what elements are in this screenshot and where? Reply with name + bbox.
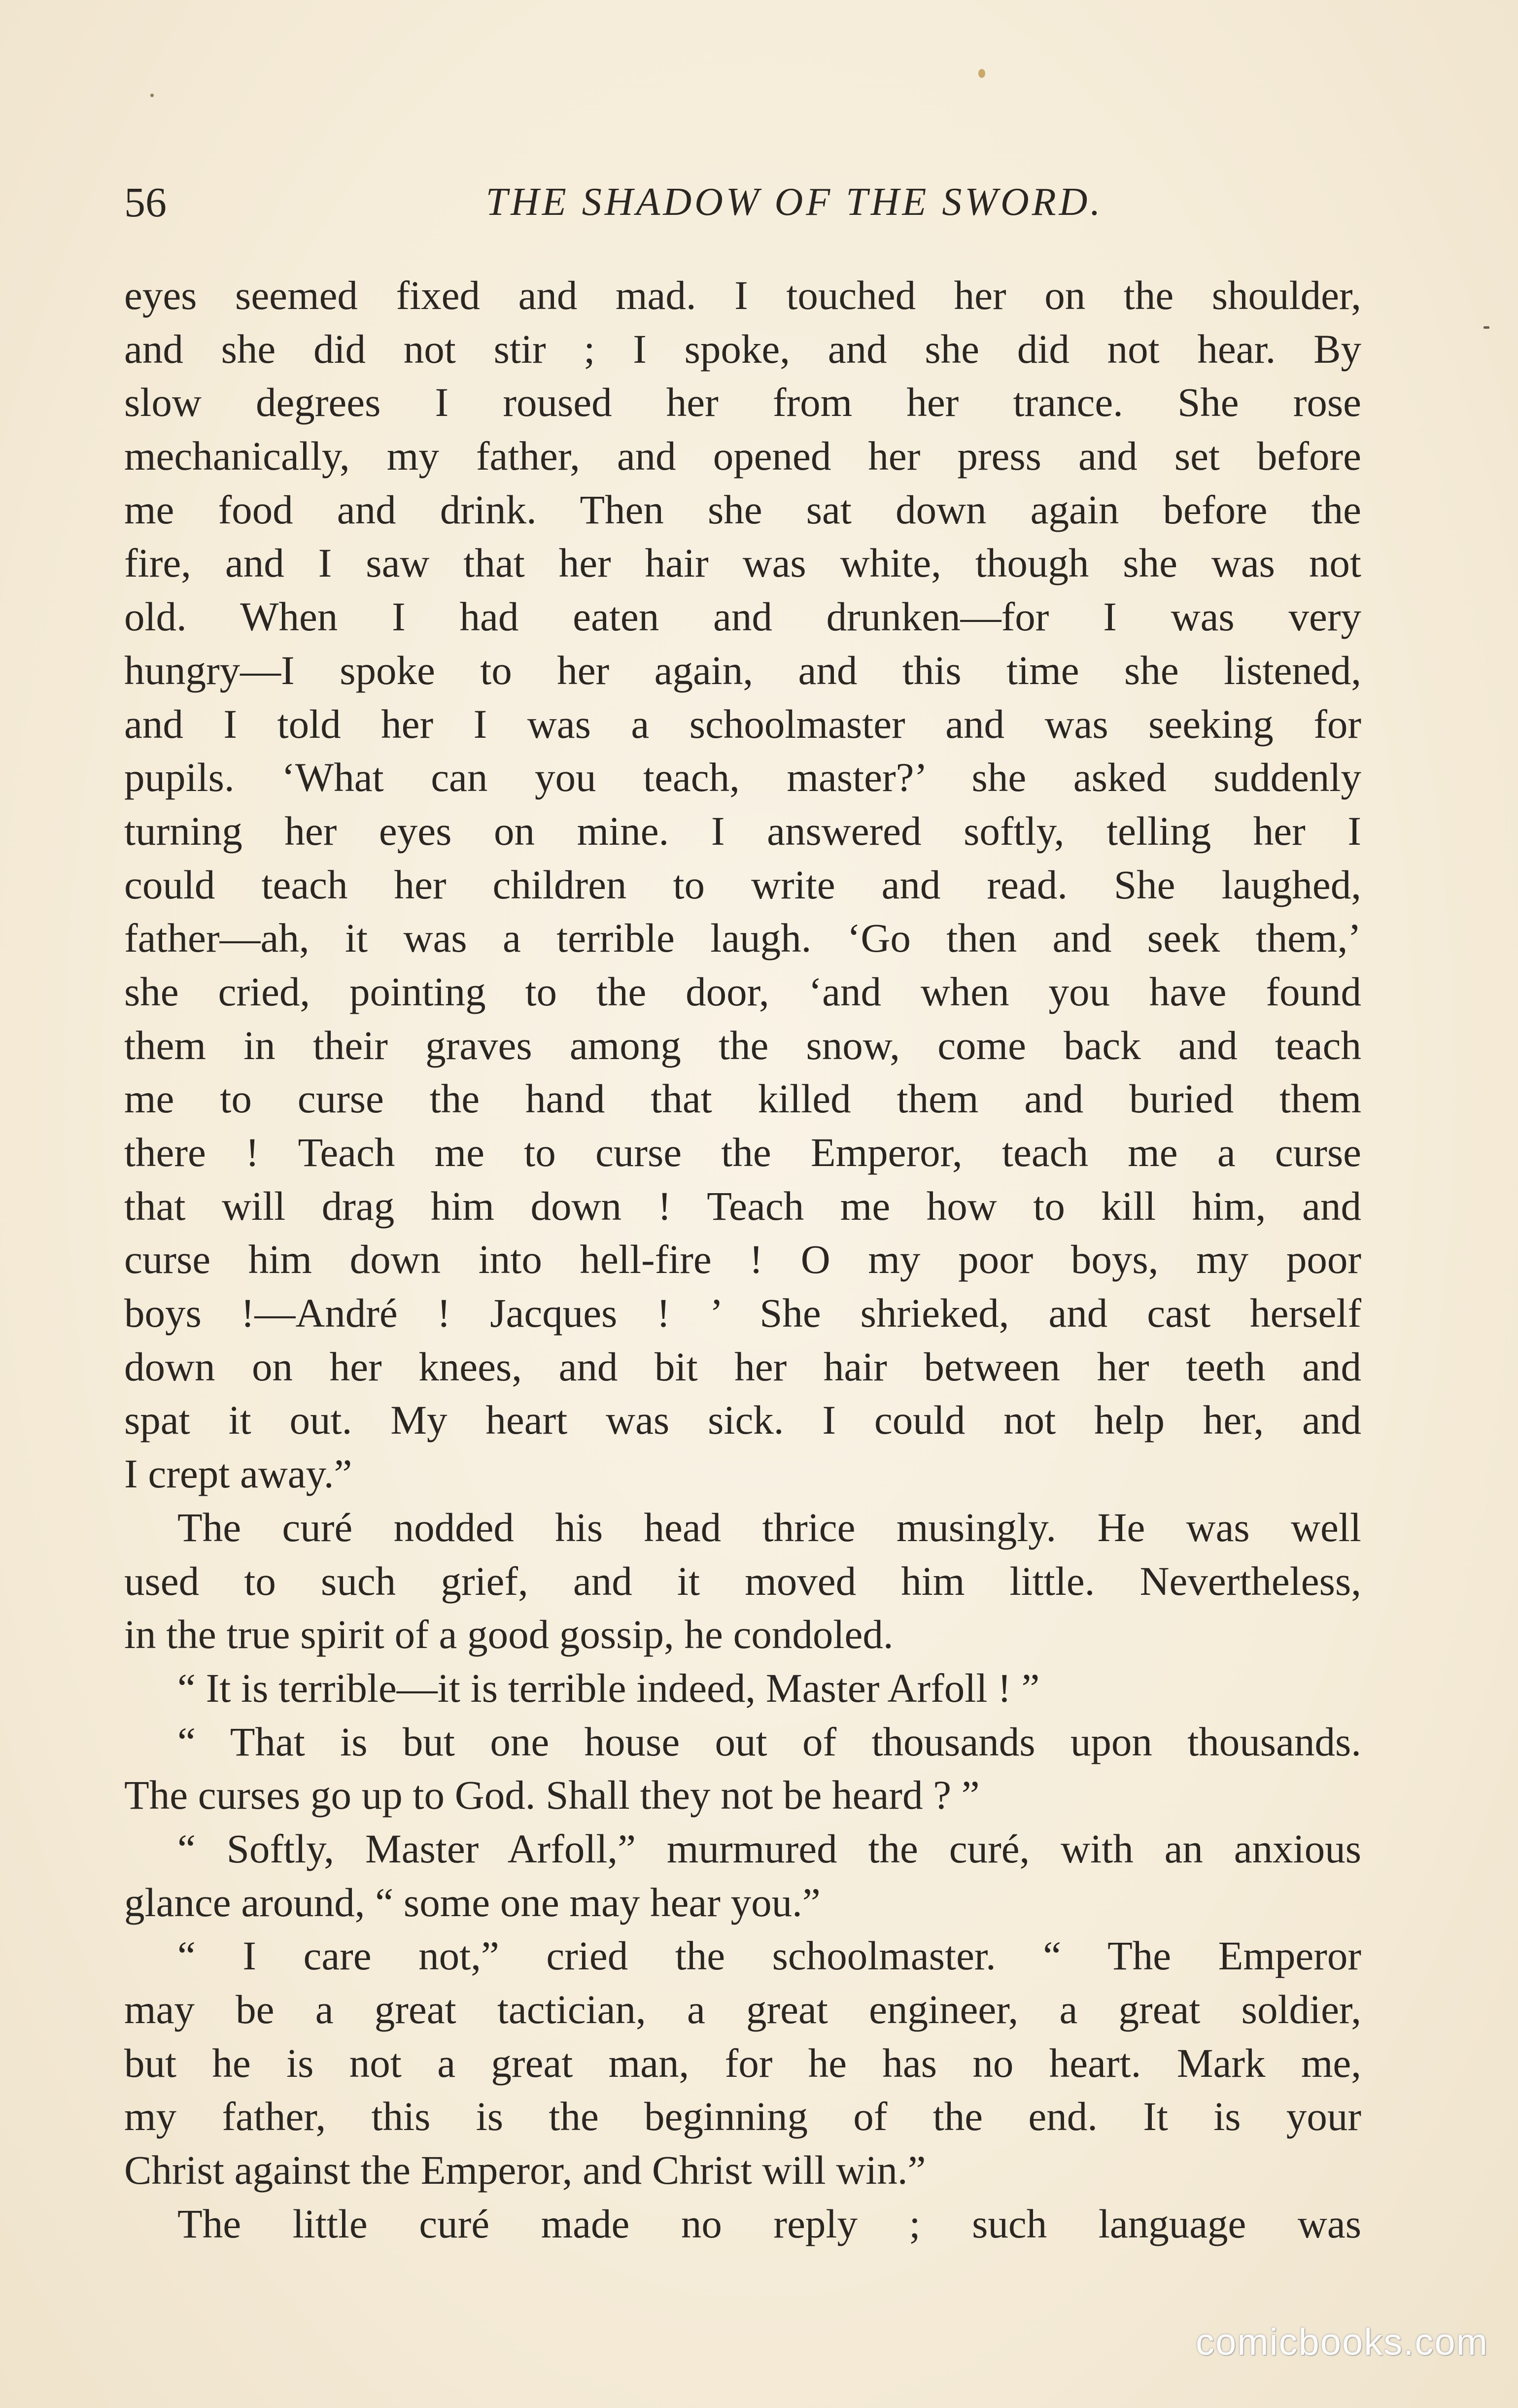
text-line: and I told her I was a schoolmaster and was seeking for bbox=[124, 701, 1361, 747]
running-head bbox=[124, 172, 1360, 232]
text-line: she cried, pointing to the door, ‘and when you have found bbox=[124, 968, 1361, 1014]
text-line: The curé nodded his head thrice musingly. He was well bbox=[177, 1504, 1361, 1550]
text-line: turning her eyes on mine. I answered softly, telling her I bbox=[124, 808, 1361, 854]
text-line: that will drag him down ! Teach me how to kill him, and bbox=[124, 1183, 1361, 1229]
text-line: The little curé made no reply ; such language was bbox=[177, 2201, 1361, 2246]
text-line: slow degrees I roused her from her trance. She rose bbox=[124, 379, 1361, 425]
text-line: The curses go up to God. Shall they not be heard ? ” bbox=[124, 1772, 980, 1818]
text-line: but he is not a great man, for he has no heart. Mark me, bbox=[124, 2040, 1361, 2086]
text-line: my father, this is the beginning of the end. It is your bbox=[124, 2094, 1361, 2139]
text-line: down on her knees, and bit her hair between her teeth and bbox=[124, 1343, 1361, 1389]
text-line: boys !—André ! Jacques ! ’ She shrieked, and cast herself bbox=[124, 1290, 1361, 1336]
text-line: “ It is terrible—it is terrible indeed, Master Arfoll ! ” bbox=[177, 1665, 1040, 1711]
paper-speck bbox=[978, 69, 985, 78]
text-line: there ! Teach me to curse the Emperor, teach me a curse bbox=[124, 1130, 1361, 1175]
text-line: glance around, “ some one may hear you.” bbox=[124, 1879, 821, 1925]
text-line: mechanically, my father, and opened her press and set before bbox=[124, 433, 1361, 479]
text-line: may be a great tactician, a great engineer, a great soldier, bbox=[124, 1987, 1361, 2032]
text-line: me food and drink. Then she sat down again before the bbox=[124, 486, 1361, 532]
text-line: hungry—I spoke to her again, and this time she listened, bbox=[124, 647, 1361, 693]
text-line: “ Softly, Master Arfoll,” murmured the curé, with an anxious bbox=[177, 1825, 1361, 1871]
watermark: comicbooks.com bbox=[1196, 2321, 1488, 2363]
page-number: 56 bbox=[124, 178, 167, 226]
text-line: me to curse the hand that killed them and buried them bbox=[124, 1076, 1361, 1122]
text-line: I crept away.” bbox=[124, 1451, 352, 1497]
text-line: “ I care not,” cried the schoolmaster. “ The Emperor bbox=[177, 1933, 1361, 1979]
text-line: could teach her children to write and read. She laughed, bbox=[124, 861, 1361, 907]
text-line: old. When I had eaten and drunken—for I was very bbox=[124, 594, 1361, 640]
text-line: “ That is but one house out of thousands upon thousands. bbox=[177, 1719, 1361, 1764]
body-text bbox=[124, 269, 1361, 2250]
running-title: THE SHADOW OF THE SWORD. bbox=[485, 180, 1104, 224]
text-line: them in their graves among the snow, come back and teach bbox=[124, 1022, 1361, 1068]
paper-speck bbox=[150, 94, 154, 97]
paper-speck bbox=[1484, 326, 1489, 329]
text-line: eyes seemed fixed and mad. I touched her on the shoulder, bbox=[124, 273, 1361, 318]
text-line: spat it out. My heart was sick. I could not help her, and bbox=[124, 1397, 1361, 1443]
text-line: and she did not stir ; I spoke, and she did not hear. By bbox=[124, 326, 1361, 372]
text-line: curse him down into hell-fire ! O my poor boys, my poor bbox=[124, 1237, 1361, 1282]
text-line: used to such grief, and it moved him little. Nevertheless, bbox=[124, 1558, 1361, 1604]
text-line: father—ah, it was a terrible laugh. ‘Go then and seek them,’ bbox=[124, 915, 1361, 961]
text-line: in the true spirit of a good gossip, he condoled. bbox=[124, 1612, 894, 1657]
text-line: Christ against the Emperor, and Christ will win.” bbox=[124, 2147, 926, 2193]
text-line: fire, and I saw that her hair was white, though she was not bbox=[124, 540, 1361, 586]
text-line: pupils. ‘What can you teach, master?’ she asked suddenly bbox=[124, 755, 1361, 800]
